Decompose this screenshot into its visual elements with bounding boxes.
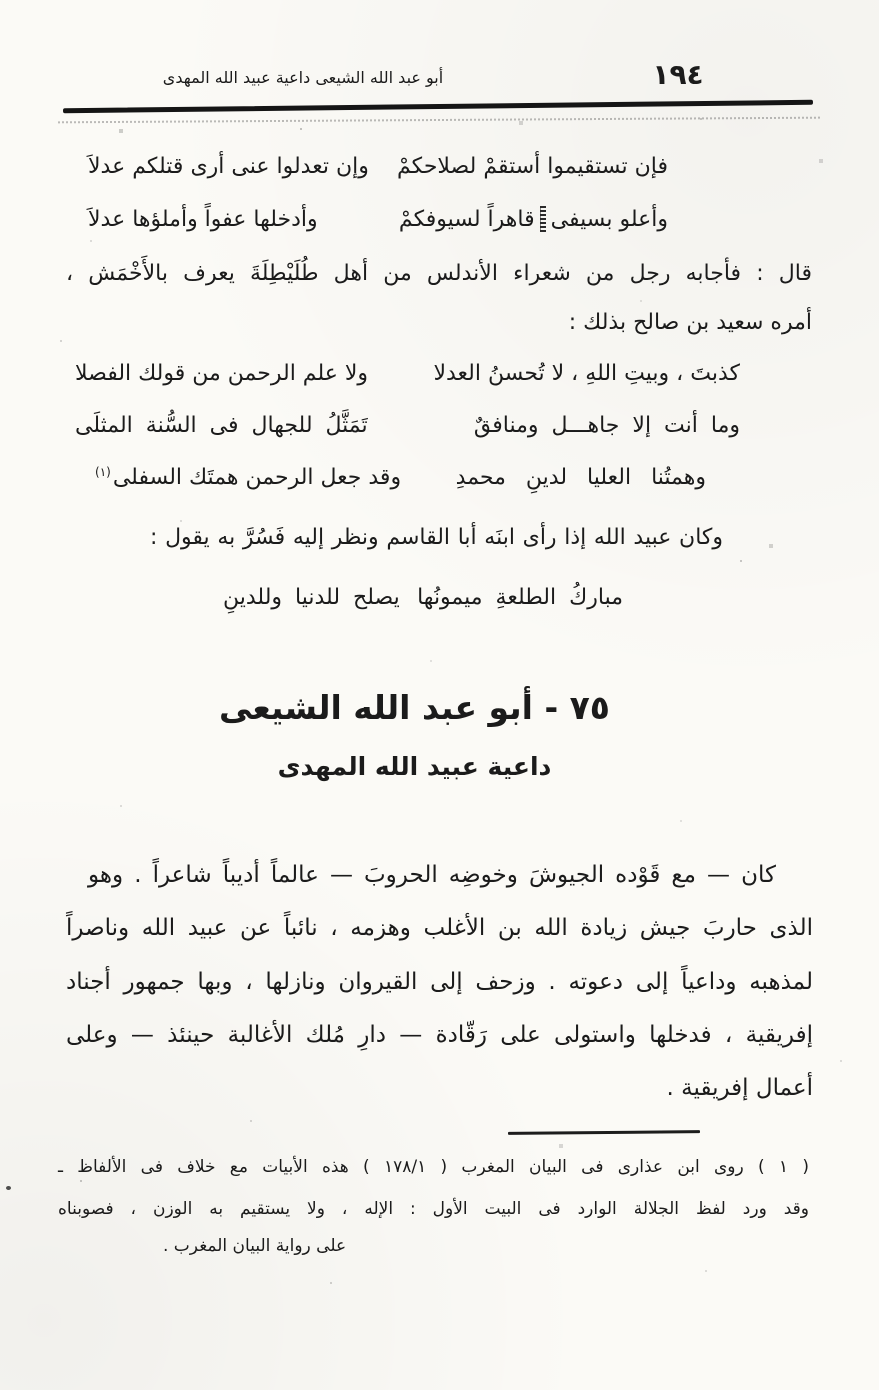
section-subtitle: داعية عبيد الله المهدى [277, 752, 552, 781]
prose-paragraph-line: أمره سعيد بن صالح بذلك : [568, 310, 812, 335]
hemistich-left: يصلح للدنيا وللدينِ [223, 585, 400, 610]
section-title: أبو عبد الله الشيعى [219, 688, 533, 727]
ink-blot-mark [540, 206, 546, 232]
hemistich-right: كذبتَ ، وبيتِ اللهِ ، لا تُحسنُ العدلا [433, 361, 740, 386]
scan-noise-speckles [0, 0, 2, 2]
hemistich-left: وإن تعدلوا عنى أرى قتلكم عدلاَ [88, 154, 369, 179]
hemistich-right: فإن تستقيموا أستقمْ لصلاحكمْ [397, 154, 668, 179]
poem1-verse-2 [88, 203, 668, 237]
section-heading [140, 688, 689, 727]
hemistich-left: وأدخلها عفواً وأملؤها عدلاَ [88, 207, 318, 232]
footnote-line: وقد ورد لفظ الجلالة الوارد فى البيت الأول : الإله ، ولا يستقيم به الوزن ، فصوبناه [58, 1199, 809, 1219]
poem2-verse-2 [75, 409, 740, 443]
footnote-separator [508, 1130, 700, 1134]
footnote-line: على رواية البيان المغرب . [163, 1236, 347, 1256]
hemistich-right-part-b: قاهراً لسيوفكمْ [398, 207, 535, 232]
header-speckle-line [58, 117, 820, 124]
hemistich-left-text: وقد جعل الرحمن همتَك السفلى [112, 465, 402, 490]
hemistich-right-part-a: وأعلو بسيفى [550, 207, 668, 232]
footnote-line: ( ١ ) روى ابن عذارى فى البيان المغرب ( ١٧٨/١ ) هذه الأبيات مع خلاف فى الألفاظ ـ [58, 1157, 809, 1177]
biography-line: إفريقية ، فدخلها واستولى على رَقّادة — دارِ مُلك الأغالبة حينئذ — وعلى [66, 1022, 813, 1048]
poem2-verse-3 [95, 461, 706, 495]
prose-paragraph-line: وكان عبيد الله إذا رأى ابنَه أبا القاسم ونظر إليه فَسُرَّ به يقول : [150, 525, 723, 550]
section-dash: - [544, 688, 559, 727]
header-rule [63, 100, 813, 113]
hemistich-right: وما أنت إلا جاهـــل ومنافقٌ [473, 413, 740, 438]
hemistich-left [95, 461, 401, 495]
hemistich-right: مباركُ الطلعةِ ميمونُها [417, 585, 623, 610]
scan-artifact-dot [6, 1186, 11, 1190]
footnote-ref-marker: (١) [95, 464, 111, 479]
biography-line: لمذهبه وداعياً إلى دعوته . وزحف إلى القيروان ونازلها ، وبها جمهور أجناد [66, 969, 813, 995]
hemistich-left: تَمَثَّلُ للجهال فى السُّنة المثلَى [75, 413, 368, 438]
poem2-verse-1 [75, 357, 740, 391]
biography-line: الذى حاربَ جيش زيادة الله بن الأغلب وهزمه ، نائباً عن عبيد الله وناصراً [66, 915, 813, 941]
hemistich-right [399, 203, 668, 237]
section-number: ٧٥ [569, 688, 610, 727]
prose-paragraph-line: قال : فأجابه رجل من شعراء الأندلس من أهل طُلَيْطِلَةَ يعرف بالأَخْمَش ، [66, 261, 812, 286]
biography-line: كان — مع قَوْده الجيوشَ وخوضِه الحروبَ — عالماً أديباً شاعراً . وهو [88, 862, 776, 888]
hemistich-right: وهمتُنا العليا لدينِ محمدِ [455, 465, 706, 490]
hemistich-left: ولا علم الرحمن من قولك الفصلا [75, 361, 369, 386]
poem1-verse-1 [88, 150, 668, 184]
poem3-verse-1 [223, 581, 623, 615]
running-header-title: أبو عبد الله الشيعى داعية عبيد الله المهدى [162, 68, 444, 87]
page-number: ١٩٤ [652, 58, 704, 91]
biography-line: أعمال إفريقية . [666, 1075, 813, 1101]
